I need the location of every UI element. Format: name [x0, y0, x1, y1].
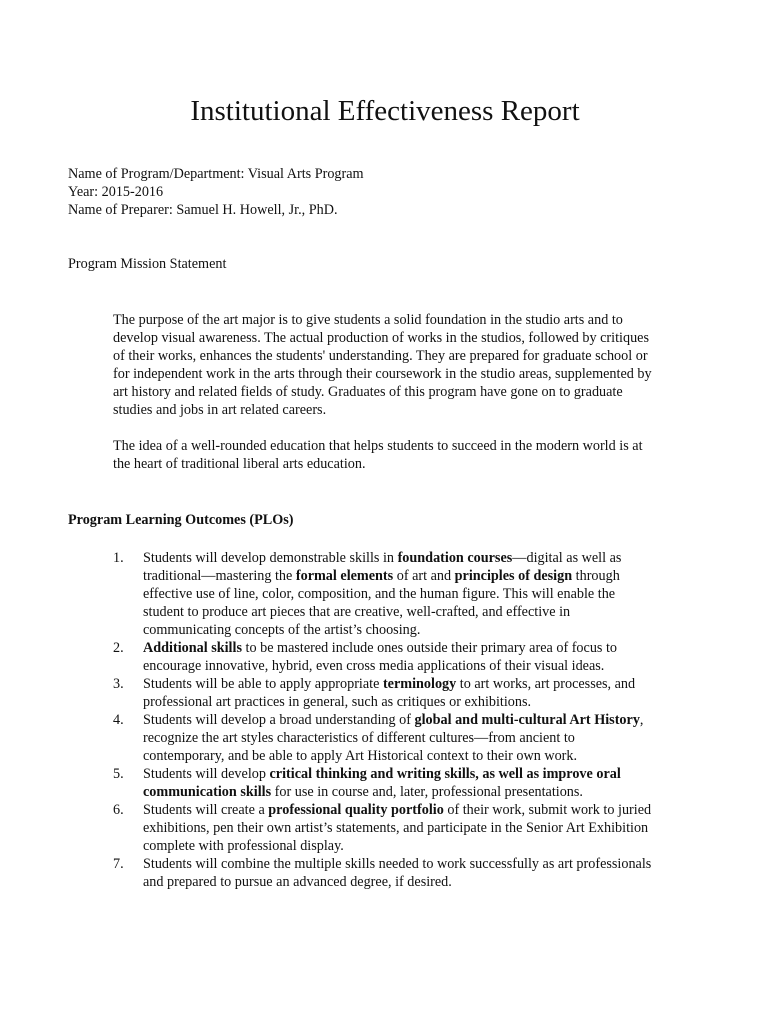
plo-number: 1.	[113, 550, 124, 566]
plo-text-run: of their work, submit work to juried exhibitions, pen their own artist’s statements, and participate in the Senior Art Exhibition complete with professional display.	[143, 802, 652, 854]
plo-text	[143, 766, 621, 800]
plo-item	[113, 711, 658, 765]
mission-paragraph-2: The idea of a well-rounded education that helps students to succeed in the modern world is at the heart of traditional liberal arts education.	[113, 438, 643, 472]
program-name: Name of Program/Department: Visual Arts Program	[68, 166, 364, 182]
plo-number: 5.	[113, 766, 124, 782]
plo-emphasis: critical thinking and writing skills, as well as improve oral communication skills	[143, 766, 621, 800]
plo-text-run: Students will combine the multiple skills needed to work successfully as art professionals and prepared to pursue an advanced degree, if desired.	[143, 856, 652, 890]
plo-number: 3.	[113, 676, 124, 692]
plo-emphasis: Additional skills	[143, 640, 242, 656]
plo-number: 6.	[113, 802, 124, 818]
plo-text-run: , recognize the art styles characteristics of different cultures—from ancient to contemporary, and be able to apply Art Historical context to their own work.	[143, 712, 644, 764]
plo-emphasis: global and multi-cultural Art History	[414, 712, 640, 728]
plo-text	[143, 640, 617, 674]
plo-text	[143, 712, 643, 764]
plo-item	[113, 639, 658, 675]
preparer-name: Name of Preparer: Samuel H. Howell, Jr., PhD.	[68, 202, 338, 218]
plo-text-run: Students will be able to apply appropriate	[143, 676, 383, 692]
plo-item	[113, 765, 658, 801]
plo-text-run: —digital as well as traditional—mastering the	[143, 550, 622, 584]
plo-text-run: of art and	[393, 568, 455, 584]
report-title: Institutional Effectiveness Report	[190, 95, 580, 127]
plo-text-run: Students will create a	[143, 802, 269, 818]
plo-item	[113, 549, 658, 639]
plo-heading: Program Learning Outcomes (PLOs)	[68, 512, 294, 528]
plo-number: 7.	[113, 856, 124, 872]
plo-text	[143, 802, 651, 854]
plo-text	[143, 676, 635, 710]
mission-paragraph-1: The purpose of the art major is to give students a solid foundation in the studio arts and to develop visual awareness. The actual production of works in the studios, followed by critiques of their works, enhances the students' understanding. They are prepared for graduate school or for independent work in the arts through their coursework in the studio areas, supplemented by art history and related fields of study. Graduates of this program have gone on to graduate studies and jobs in art related careers.	[113, 312, 652, 418]
plo-emphasis: principles of design	[454, 568, 573, 584]
plo-number: 2.	[113, 640, 124, 656]
report-metadata	[68, 165, 364, 219]
plo-text-run: to art works, art processes, and professional art practices in general, such as critiques or exhibitions.	[143, 676, 636, 710]
plo-text-run: Students will develop	[143, 766, 270, 782]
plo-number: 4.	[113, 712, 124, 728]
plo-emphasis: terminology	[382, 676, 457, 692]
plo-text	[143, 550, 621, 638]
plo-text-run: Students will develop demonstrable skills in	[143, 550, 398, 566]
plo-emphasis: professional quality portfolio	[268, 802, 444, 818]
plo-emphasis: formal elements	[295, 568, 394, 584]
plo-text-run: through effective use of line, color, composition, and the human figure. This will enable the student to produce art pieces that are creative, well-crafted, and effective in communicating concepts of the artist’s choosing.	[143, 568, 620, 638]
plo-item	[113, 801, 658, 855]
plo-list	[113, 549, 658, 891]
plo-text-run: for use in course and, later, professional presentations.	[271, 784, 583, 800]
plo-text	[143, 856, 651, 890]
plo-text-run: Students will develop a broad understanding of	[143, 712, 415, 728]
plo-item	[113, 675, 658, 711]
plo-text-run: to be mastered include ones outside their primary area of focus to encourage innovative, hybrid, even cross media applications of their visual ideas.	[143, 640, 618, 674]
plo-emphasis: foundation courses	[397, 550, 513, 566]
mission-statement	[113, 311, 663, 473]
mission-heading: Program Mission Statement	[68, 256, 227, 272]
report-year: Year: 2015-2016	[68, 184, 164, 200]
plo-item	[113, 855, 658, 891]
